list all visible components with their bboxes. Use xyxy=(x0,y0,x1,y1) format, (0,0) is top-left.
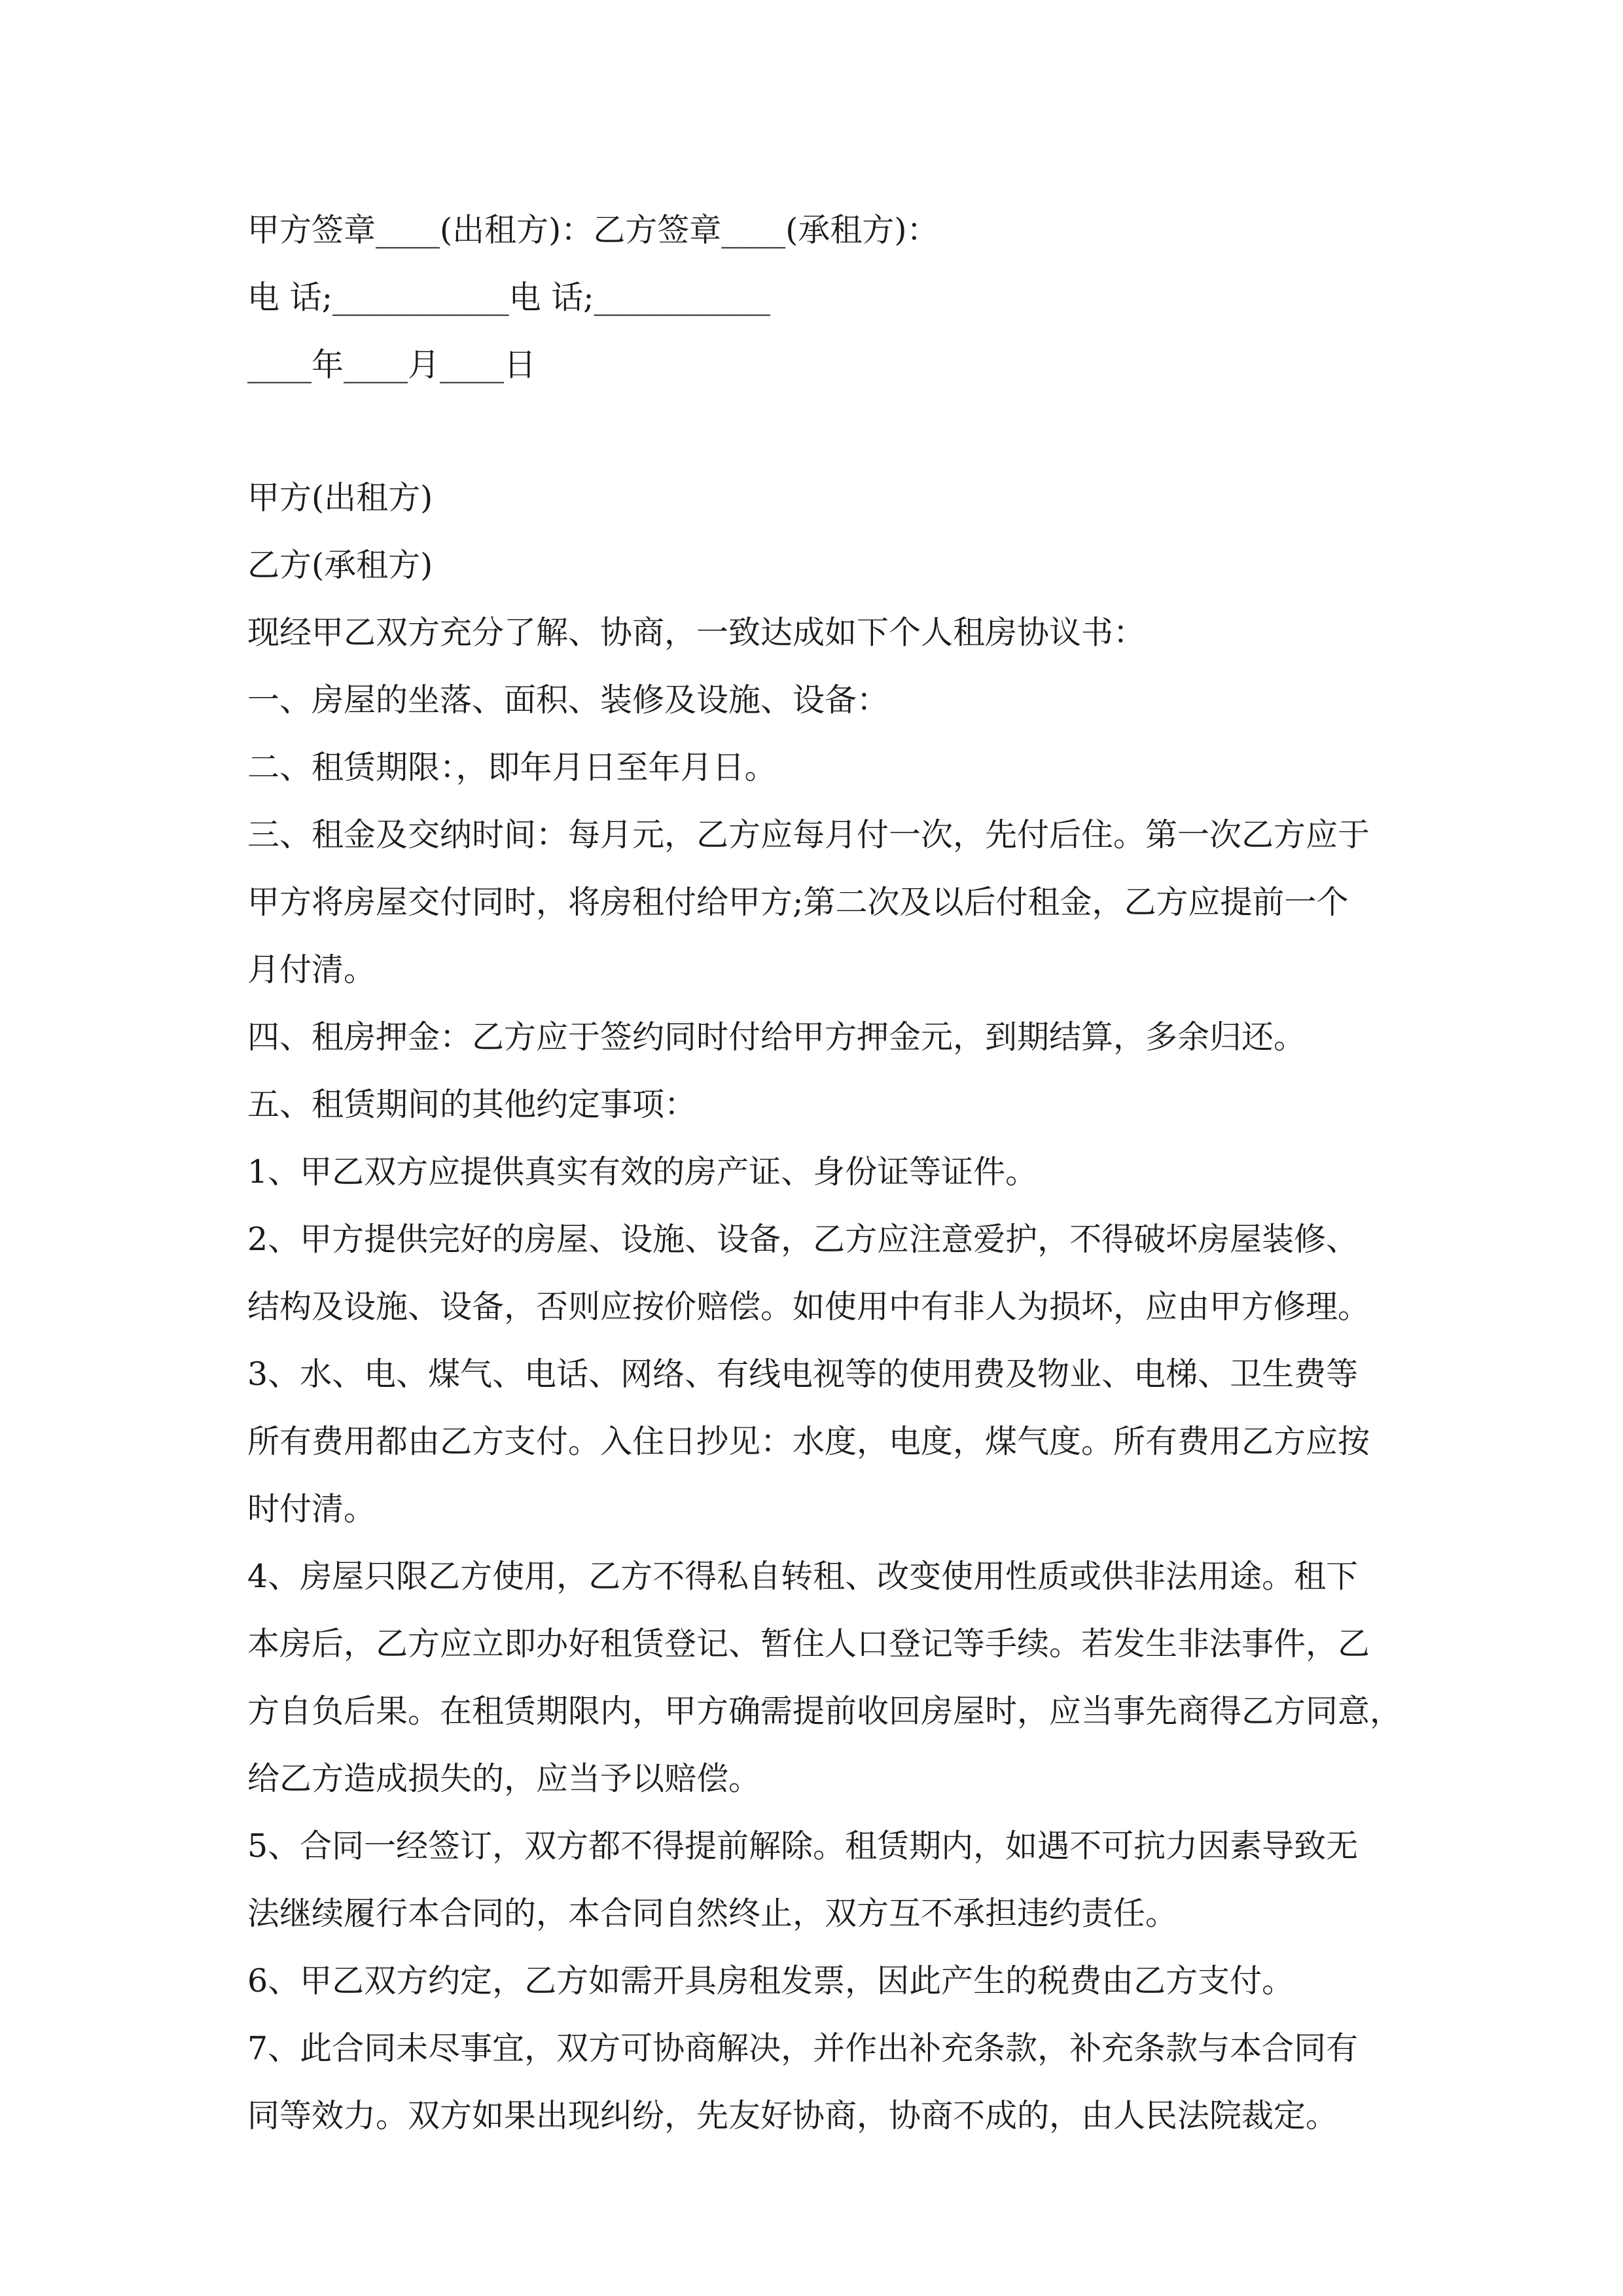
item-7-line-1: 7、此合同未尽事宜，双方可协商解决，并作出补充条款，补充条款与本合同有 xyxy=(247,2030,1359,2067)
clause-2: 二、租赁期限：，即年月日至年月日。 xyxy=(247,749,777,786)
clause-1: 一、房屋的坐落、面积、装修及设施、设备： xyxy=(247,681,889,719)
document-body xyxy=(247,196,1412,2149)
item-4-line-2: 本房后，乙方应立即办好租赁登记、暂住人口登记等手续。若发生非法事件，乙 xyxy=(247,1625,1370,1662)
clause-3-line-2: 甲方将房屋交付同时，将房租付给甲方;第二次及以后付租金，乙方应提前一个 xyxy=(247,884,1349,921)
item-5-line-1: 5、合同一经签订，双方都不得提前解除。租赁期内，如遇不可抗力因素导致无 xyxy=(247,1827,1359,1865)
item-4-line-3: 方自负后果。在租赁期限内，甲方确需提前收回房屋时，应当事先商得乙方同意， xyxy=(247,1693,1402,1730)
item-1: 1、甲乙双方应提供真实有效的房产证、身份证等证件。 xyxy=(247,1153,1038,1191)
item-5-line-2: 法继续履行本合同的，本合同自然终止，双方互不承担违约责任。 xyxy=(247,1895,1178,1932)
item-4-line-4: 给乙方造成损失的，应当予以赔偿。 xyxy=(247,1760,761,1797)
item-6: 6、甲乙双方约定，乙方如需开具房租发票，因此产生的税费由乙方支付。 xyxy=(247,1962,1294,2000)
item-4-line-1: 4、房屋只限乙方使用，乙方不得私自转租、改变使用性质或供非法用途。租下 xyxy=(247,1558,1359,1595)
item-2-line-1: 2、甲方提供完好的房屋、设施、设备，乙方应注意爱护，不得破坏房屋装修、 xyxy=(247,1221,1359,1258)
item-3-line-1: 3、水、电、煤气、电话、网络、有线电视等的使用费及物业、电梯、卫生费等 xyxy=(247,1355,1359,1393)
clause-3-line-3: 月付清。 xyxy=(247,951,376,988)
phone-line: 电 话;___________电 话;___________ xyxy=(247,279,771,316)
clause-4: 四、租房押金：乙方应于签约同时付给甲方押金元，到期结算，多余归还。 xyxy=(247,1018,1306,1056)
party-a-line: 甲方(出租方) xyxy=(247,479,433,516)
signature-line: 甲方签章____(出租方)：乙方签章____(承租方)： xyxy=(247,211,939,249)
intro-paragraph: 现经甲乙双方充分了解、协商，一致达成如下个人租房协议书： xyxy=(247,614,1146,651)
item-2-line-2: 结构及设施、设备，否则应按价赔偿。如使用中有非人为损坏，应由甲方修理。 xyxy=(247,1288,1370,1325)
clause-3-line-1: 三、租金及交纳时间：每月元，乙方应每月付一次，先付后住。第一次乙方应于 xyxy=(247,816,1370,853)
clause-5-heading: 五、租赁期间的其他约定事项： xyxy=(247,1086,697,1123)
item-3-line-2: 所有费用都由乙方支付。入住日抄见：水度，电度，煤气度。所有费用乙方应按 xyxy=(247,1423,1370,1460)
item-3-line-3: 时付清。 xyxy=(247,1490,376,1528)
section-gap xyxy=(247,399,1412,464)
date-line: ____年____月____日 xyxy=(247,346,537,384)
party-b-line: 乙方(承租方) xyxy=(247,547,433,584)
item-7-line-2: 同等效力。双方如果出现纠纷，先友好协商，协商不成的，由人民法院裁定。 xyxy=(247,2097,1338,2134)
